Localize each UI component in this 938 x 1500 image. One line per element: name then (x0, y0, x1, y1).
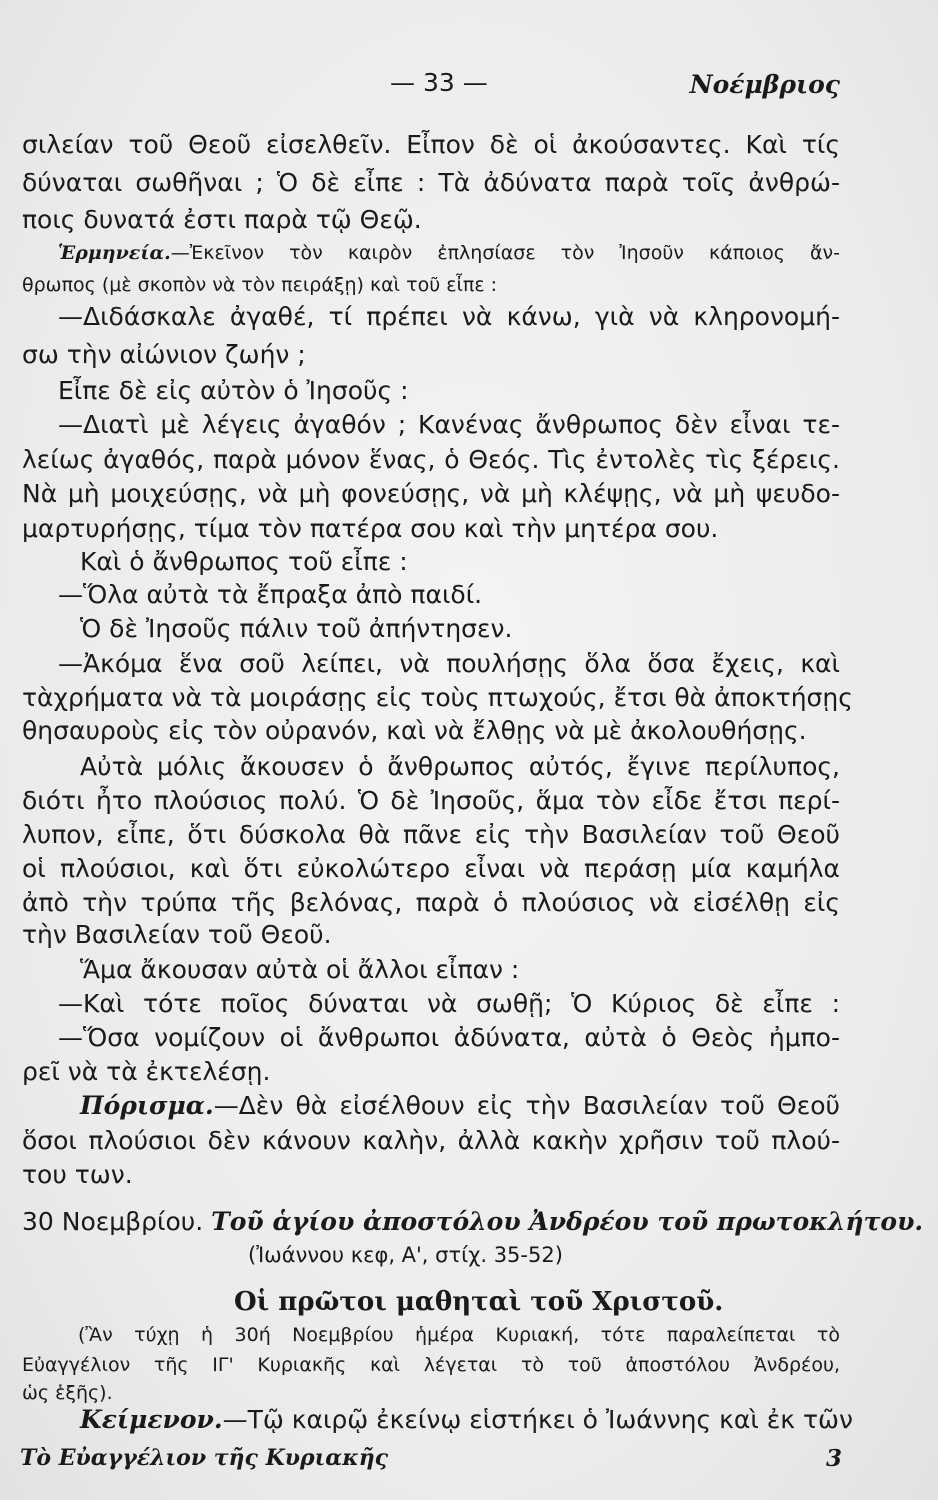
text-line: Νὰ μὴ μοιχεύσῃς, νὰ μὴ φονεύσῃς, νὰ μὴ κλέψῃς, νὰ μὴ ψευδο- (22, 479, 840, 508)
note-line: Εὐαγγέλιον τῆς ΙΓ' Κυριακῆς καὶ λέγεται τὸ τοῦ ἀποστόλου Ἀνδρέου, (22, 1354, 840, 1376)
text-line: Αὐτὰ μόλις ἄκουσεν ὁ ἄνθρωπος αὐτός, ἔγινε περίλυπος, (80, 752, 840, 781)
corollary-text: —Δὲν θὰ εἰσέλθουν εἰς τὴν Βασιλείαν τοῦ Θεοῦ (213, 1091, 840, 1120)
text-line: Καὶ ὁ ἄνθρωπος τοῦ εἶπε : (80, 547, 408, 576)
text-line: λυπον, εἶπε, ὅτι δύσκολα θὰ πᾶνε εἰς τὴν Βασιλείαν τοῦ Θεοῦ (22, 820, 840, 849)
text-line: —Καὶ τότε ποῖος δύναται νὰ σωθῇ; Ὁ Κύριος δὲ εἶπε : (58, 989, 840, 1018)
running-header-month: Νοέμβριος (689, 70, 840, 99)
feast-title: Τοῦ ἁγίου ἀποστόλου Ἀνδρέου τοῦ πρωτοκλήτου. (211, 1207, 924, 1236)
text-line: οἱ πλούσιοι, καὶ ὅτι εὐκολώτερο εἶναι νὰ περάσῃ μία καμήλα (22, 854, 840, 883)
section-heading: Οἱ πρῶτοι μαθηταὶ τοῦ Χριστοῦ. (234, 1287, 724, 1317)
corollary-line (80, 1091, 840, 1121)
text-start-line (80, 1405, 853, 1435)
text-line: διότι ἦτο πλούσιος πολύ. Ὁ δὲ Ἰησοῦς, ἅμα τὸν εἶδε ἔτσι περί- (22, 786, 840, 815)
text-line: τὴν Βασιλείαν τοῦ Θεοῦ. (22, 920, 332, 949)
text-line: —Ὅσα νομίζουν οἱ ἄνθρωποι ἀδύνατα, αὐτὰ ὁ Θεὸς ἠμπο- (58, 1023, 840, 1052)
note-line: ὡς ἑξῆς). (22, 1382, 113, 1404)
text-start: —Τῷ καιρῷ ἐκείνῳ εἱστήκει ὁ Ἰωάννης καὶ ἐκ τῶν (222, 1405, 853, 1434)
interpretation-line (58, 238, 840, 268)
text-line: ὅσοι πλούσιοι δὲν κάνουν καλὴν, ἀλλὰ κακὴν χρῆσιν τοῦ πλού- (22, 1126, 840, 1155)
text-line: θρωπος (μὲ σκοπὸν νὰ τὸν πειράξῃ) καὶ τοῦ εἶπε : (22, 274, 498, 296)
corollary-label: Πόρισμα. (80, 1091, 214, 1120)
text-line: σω τὴν αἰώνιον ζωήν ; (22, 340, 306, 369)
interpretation-text: —Ἐκεῖνον τὸν καιρὸν ἐπλησίασε τὸν Ἰησοῦν κάποιος ἄν- (170, 242, 840, 264)
text-line: —Ἀκόμα ἕνα σοῦ λείπει, νὰ πουλήσῃς ὅλα ὅσα ἔχεις, καὶ (58, 649, 840, 678)
footer-signature: 3 (826, 1445, 843, 1472)
text-line: δύναται σωθῆναι ; Ὁ δὲ εἶπε : Τὰ ἀδύνατα παρὰ τοῖς ἀνθρώ- (22, 168, 840, 197)
text-line: —Διατὶ μὲ λέγεις ἀγαθόν ; Κανένας ἄνθρωπος δὲν εἶναι τε- (58, 410, 840, 439)
text-line: Ἅμα ἄκουσαν αὐτὰ οἱ ἄλλοι εἶπαν : (80, 955, 520, 984)
text-line: μαρτυρήσῃς, τίμα τὸν πατέρα σου καὶ τὴν μητέρα σου. (22, 514, 719, 543)
text-line: —Ὅλα αὐτὰ τὰ ἔπραξα ἀπὸ παιδί. (58, 580, 483, 609)
text-line: Ὁ δὲ Ἰησοῦς πάλιν τοῦ ἀπήντησεν. (80, 614, 513, 643)
text-line: σιλείαν τοῦ Θεοῦ εἰσελθεῖν. Εἶπον δὲ οἱ ἀκούσαντες. Καὶ τίς (22, 130, 840, 159)
scripture-reference: (Ἰωάννου κεφ, Α', στίχ. 35-52) (248, 1243, 563, 1267)
text-line: ἀπὸ τὴν τρύπα τῆς βελόνας, παρὰ ὁ πλούσιος νὰ εἰσέλθῃ εἰς (22, 888, 840, 917)
text-line: του των. (22, 1160, 133, 1189)
text-line: τὰχρήματα νὰ τὰ μοιράσῃς εἰς τοὺς πτωχούς, ἔτσι θὰ ἀποκτήσῃς (22, 683, 853, 712)
interpretation-label: Ἑρμηνεία. (58, 242, 171, 264)
feast-date: 30 Νοεμβρίου. (22, 1207, 204, 1236)
text-line: λείως ἀγαθός, παρὰ μόνον ἕνας, ὁ Θεός. Τὶς ἐντολὲς τὶς ξέρεις. (22, 445, 840, 474)
text-line: —Διδάσκαλε ἀγαθέ, τί πρέπει νὰ κάνω, γιὰ νὰ κληρονομή- (58, 302, 840, 331)
text-line: ρεῖ νὰ τὰ ἐκτελέσῃ. (22, 1057, 271, 1086)
text-line: ποις δυνατά ἐστι παρὰ τῷ Θεῷ. (22, 205, 422, 234)
text-line: Εἶπε δὲ εἰς αὐτὸν ὁ Ἰησοῦς : (58, 376, 409, 405)
feast-line (22, 1207, 924, 1237)
page-number: — 33 — (390, 68, 488, 97)
text-line: θησαυροὺς εἰς τὸν οὐρανόν, καὶ νὰ ἔλθῃς νὰ μὲ ἀκολουθήσῃς. (22, 716, 807, 745)
note-line: (Ἂν τύχῃ ἡ 30ή Νοεμβρίου ἡμέρα Κυριακή, τότε παραλείπεται τὸ (78, 1324, 840, 1346)
text-label: Κείμενον. (80, 1405, 223, 1434)
footer-book-title: Τὸ Εὐαγγέλιον τῆς Κυριακῆς (20, 1445, 389, 1471)
